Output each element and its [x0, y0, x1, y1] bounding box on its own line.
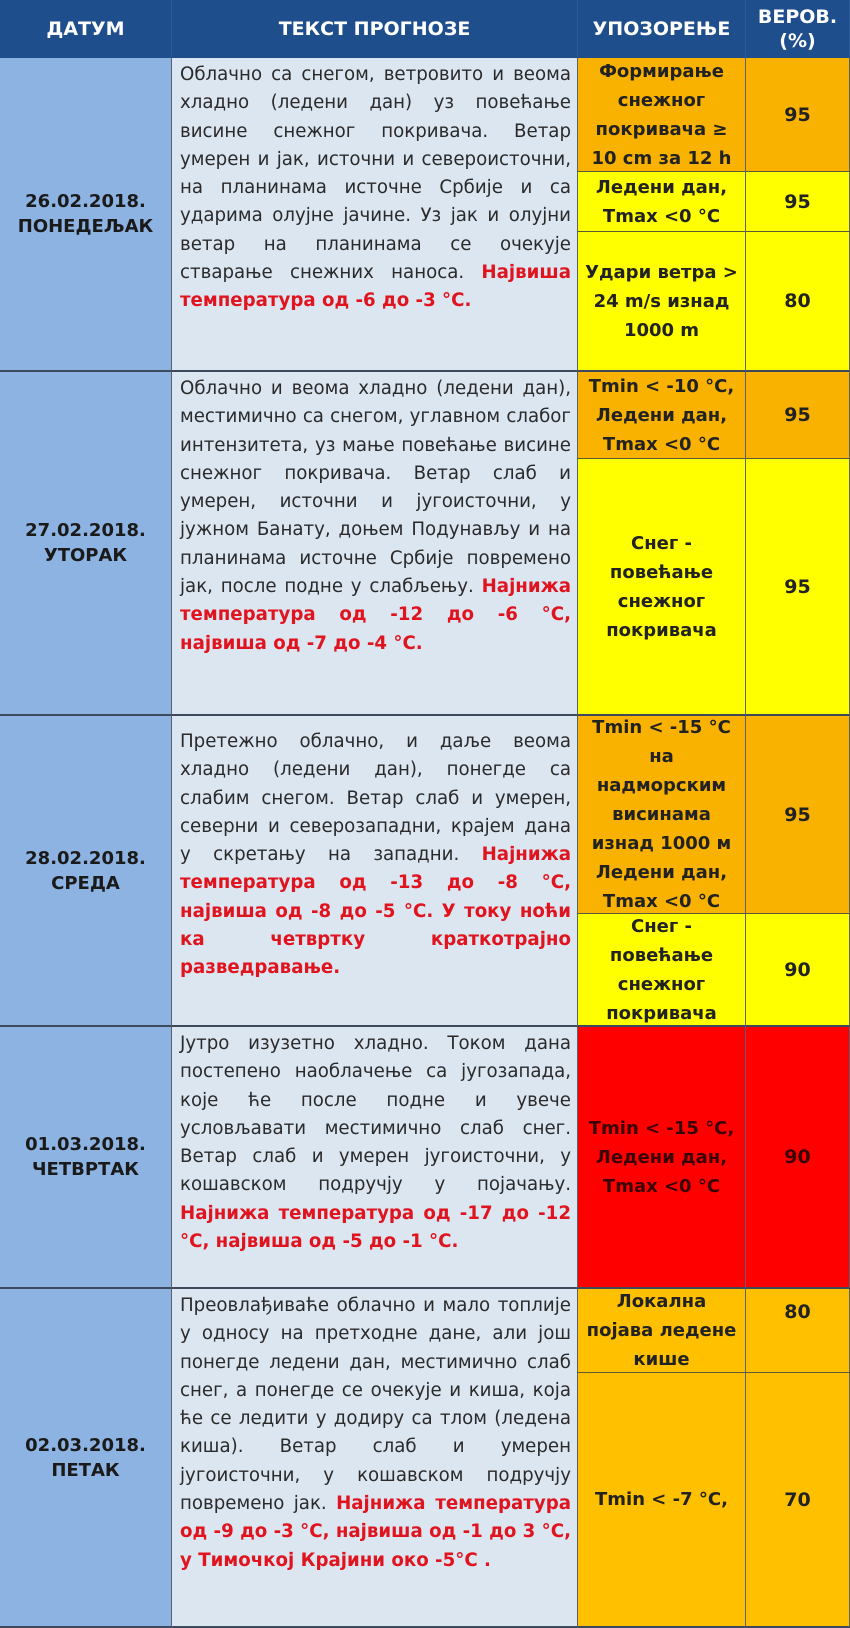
row-date-cell: [0, 1289, 172, 1628]
forecast-text-cell: [172, 716, 578, 1027]
probability-cell: 80: [746, 232, 850, 372]
date-value: 26.02.2018.: [25, 191, 146, 212]
forecast-text-cell: [172, 58, 578, 372]
warning-cell: Tmin < -7 °C,: [578, 1373, 746, 1628]
row-date-cell: [0, 1027, 172, 1289]
header-forecast-text: ТЕКСТ ПРОГНОЗЕ: [172, 0, 578, 58]
temperature-text: Најнижа температура од -17 до -12 °C, највиша од -5 до -1 °C.: [180, 1202, 571, 1253]
row-date-cell: [0, 716, 172, 1027]
warning-cell: Снег - повећање снежног покривача: [578, 459, 746, 716]
warning-cell: Формирање снежног покривача ≥ 10 cm за 12 h: [578, 58, 746, 172]
probability-cell: 90: [746, 914, 850, 1027]
forecast-text: Јутро изузетно хладно. Током дана постепено наоблачење са југозапада, које ће после подне и увече условљавати местимично слаб снег. Ветар слаб и умерен југоисточни, у кошавском подручју у појачању.: [180, 1033, 571, 1196]
probability-cell: 80: [746, 1289, 850, 1373]
warning-cell: Удари ветра > 24 m/s изнад 1000 m: [578, 232, 746, 372]
probability-cell: 70: [746, 1373, 850, 1628]
temperature-text: Најнижа температура од -13 до -8 °C, највиша од -8 до -5 °C. У току ноћи ка четвртку краткотрајно разведравање.: [180, 844, 571, 979]
day-name: ПЕТАК: [51, 1459, 120, 1481]
header-probability: ВЕРОВ. (%): [746, 0, 850, 58]
temperature-text: Највиша температура од -6 до -3 °C.: [180, 262, 571, 312]
forecast-text: Облачно и веома хладно (ледени дан), местимично са снегом, углавном слабог интензитета, уз мање повећање висине снежног покривача. Ветар слаб и умерен, источни и југоисточни, у јужном Банату, доњем Подунављу и на планинама источне Србије повремено јак, после подне у слабљењу.: [180, 378, 571, 598]
day-name: ПОНЕДЕЉАК: [17, 216, 154, 237]
probability-cell: 95: [746, 716, 850, 914]
warning-cell: Tmin < -15 °C на надморским висинама изнад 1000 м Ледени дан, Tmax <0 °C: [578, 716, 746, 914]
forecast-text: Преовлађиваће облачно и мало топлије у односу на претходне дане, али још понегде ледени дан, местимично слаб снег, а понегде се очекује и киша, која ће се ледити у додиру са тлом (ледена киша). Ветар слаб и умерен југоисточни, у кошавском подручју повремено јак.: [180, 1295, 571, 1515]
forecast-text: Претежно облачно, и даље веома хладно (ледени дан), понегде са слабим снегом. Ветар слаб и умерен, северни и северозападни, крајем дана у скретању на западни.: [180, 731, 571, 866]
row-date-cell: [0, 58, 172, 372]
warning-cell: Tmin < -10 °C, Ледени дан, Tmax <0 °C: [578, 372, 746, 459]
forecast-text: Облачно са снегом, ветровито и веома хладно (ледени дан) уз повећање висине снежног покривача. Ветар умерен и јак, источни и североисточни, на планинама источне Србије и са ударима олујне јачине. Уз јак и олујни ветар на планинама се очекује стварање снежних наноса.: [180, 64, 571, 284]
date-value: 28.02.2018.: [25, 847, 146, 869]
forecast-text-cell: [172, 1027, 578, 1289]
header-date: ДАТУМ: [0, 0, 172, 58]
date-value: 27.02.2018.: [25, 520, 146, 541]
warning-cell: Tmin < -15 °C, Ледени дан, Tmax <0 °C: [578, 1027, 746, 1289]
warning-cell: Локална појава ледене кише: [578, 1289, 746, 1373]
probability-cell: 95: [746, 58, 850, 172]
day-name: СРЕДА: [51, 872, 120, 894]
row-date-cell: [0, 372, 172, 716]
probability-cell: 95: [746, 459, 850, 716]
probability-cell: 95: [746, 372, 850, 459]
temperature-text: Најнижа температура од -12 до -6 °C, највиша од -7 до -4 °C.: [180, 576, 571, 654]
header-warning: УПОЗОРЕЊЕ: [578, 0, 746, 58]
warning-cell: Снег - повећање снежног покривача: [578, 914, 746, 1027]
warning-cell: Ледени дан, Tmax <0 °C: [578, 172, 746, 232]
date-value: 01.03.2018.: [25, 1134, 146, 1155]
probability-cell: 95: [746, 172, 850, 232]
forecast-text-cell: [172, 372, 578, 716]
forecast-text-cell: [172, 1289, 578, 1628]
probability-cell: 90: [746, 1027, 850, 1289]
day-name: УТОРАК: [43, 545, 128, 566]
temperature-text: Најнижа температура од -9 до -3 °C, највиша од -1 до 3 °C, у Тимочкој Крајини око -5°C .: [180, 1493, 571, 1571]
date-value: 02.03.2018.: [25, 1434, 146, 1456]
day-name: ЧЕТВРТАК: [32, 1159, 139, 1180]
